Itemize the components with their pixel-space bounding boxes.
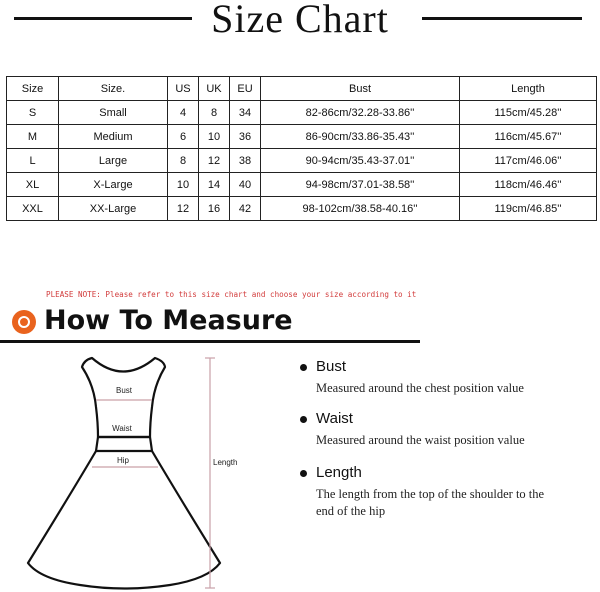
- cell-size-name: Medium: [59, 125, 168, 149]
- cell-bust: 98-102cm/38.58-40.16'': [261, 197, 460, 221]
- cell-size: L: [7, 149, 59, 173]
- bullet-icon: [300, 416, 307, 423]
- header-size-name: Size.: [59, 77, 168, 101]
- header-length: Length: [460, 77, 597, 101]
- header-uk: UK: [199, 77, 230, 101]
- page-title: Size Chart: [211, 0, 389, 41]
- cell-length: 119cm/46.85'': [460, 197, 597, 221]
- cell-size: XL: [7, 173, 59, 197]
- cell-uk: 16: [199, 197, 230, 221]
- cell-us: 4: [168, 101, 199, 125]
- table-row: [7, 197, 597, 221]
- cell-bust: 94-98cm/37.01-38.58'': [261, 173, 460, 197]
- cell-us: 12: [168, 197, 199, 221]
- table-row: [7, 173, 597, 197]
- header-eu: EU: [230, 77, 261, 101]
- cell-eu: 40: [230, 173, 261, 197]
- cell-us: 8: [168, 149, 199, 173]
- label-bust: Bust: [115, 386, 133, 395]
- how-to-measure-title: How To Measure: [44, 305, 293, 336]
- bullet-icon: [300, 364, 307, 371]
- cell-size-name: Small: [59, 101, 168, 125]
- cell-length: 116cm/45.67'': [460, 125, 597, 149]
- cell-length: 115cm/45.28'': [460, 101, 597, 125]
- measure-name: Length: [316, 464, 362, 481]
- table-row: [7, 125, 597, 149]
- dress-diagram: [0, 345, 300, 592]
- header-bust: Bust: [261, 77, 460, 101]
- cell-size-name: X-Large: [59, 173, 168, 197]
- cell-eu: 36: [230, 125, 261, 149]
- cell-length: 118cm/46.46'': [460, 173, 597, 197]
- cell-bust: 90-94cm/35.43-37.01'': [261, 149, 460, 173]
- target-icon: [12, 310, 36, 334]
- cell-size: S: [7, 101, 59, 125]
- cell-uk: 14: [199, 173, 230, 197]
- cell-size: M: [7, 125, 59, 149]
- table-header-row: [7, 77, 597, 101]
- table-row: [7, 149, 597, 173]
- cell-size-name: XX-Large: [59, 197, 168, 221]
- size-note: PLEASE NOTE: Please refer to this size chart and choose your size according to it: [46, 290, 417, 299]
- cell-us: 6: [168, 125, 199, 149]
- label-length: Length: [213, 458, 238, 467]
- cell-bust: 86-90cm/33.86-35.43'': [261, 125, 460, 149]
- bullet-icon: [300, 470, 307, 477]
- cell-uk: 12: [199, 149, 230, 173]
- measure-desc: Measured around the chest position value: [316, 381, 524, 395]
- cell-length: 117cm/46.06'': [460, 149, 597, 173]
- cell-size: XXL: [7, 197, 59, 221]
- cell-eu: 38: [230, 149, 261, 173]
- cell-eu: 42: [230, 197, 261, 221]
- cell-bust: 82-86cm/32.28-33.86'': [261, 101, 460, 125]
- header-us: US: [168, 77, 199, 101]
- cell-uk: 8: [199, 101, 230, 125]
- cell-size-name: Large: [59, 149, 168, 173]
- label-waist: Waist: [112, 424, 132, 433]
- cell-us: 10: [168, 173, 199, 197]
- size-table: [6, 76, 597, 221]
- header-size: Size: [7, 77, 59, 101]
- label-hip: Hip: [116, 456, 130, 465]
- measure-name: Bust: [316, 358, 347, 375]
- table-row: [7, 101, 597, 125]
- measure-desc: Measured around the waist position value: [316, 433, 525, 447]
- cell-eu: 34: [230, 101, 261, 125]
- cell-uk: 10: [199, 125, 230, 149]
- section-rule: [0, 340, 420, 343]
- measure-name: Waist: [316, 410, 353, 427]
- measure-desc: The length from the top of the shoulder to the end of the hip: [316, 487, 545, 518]
